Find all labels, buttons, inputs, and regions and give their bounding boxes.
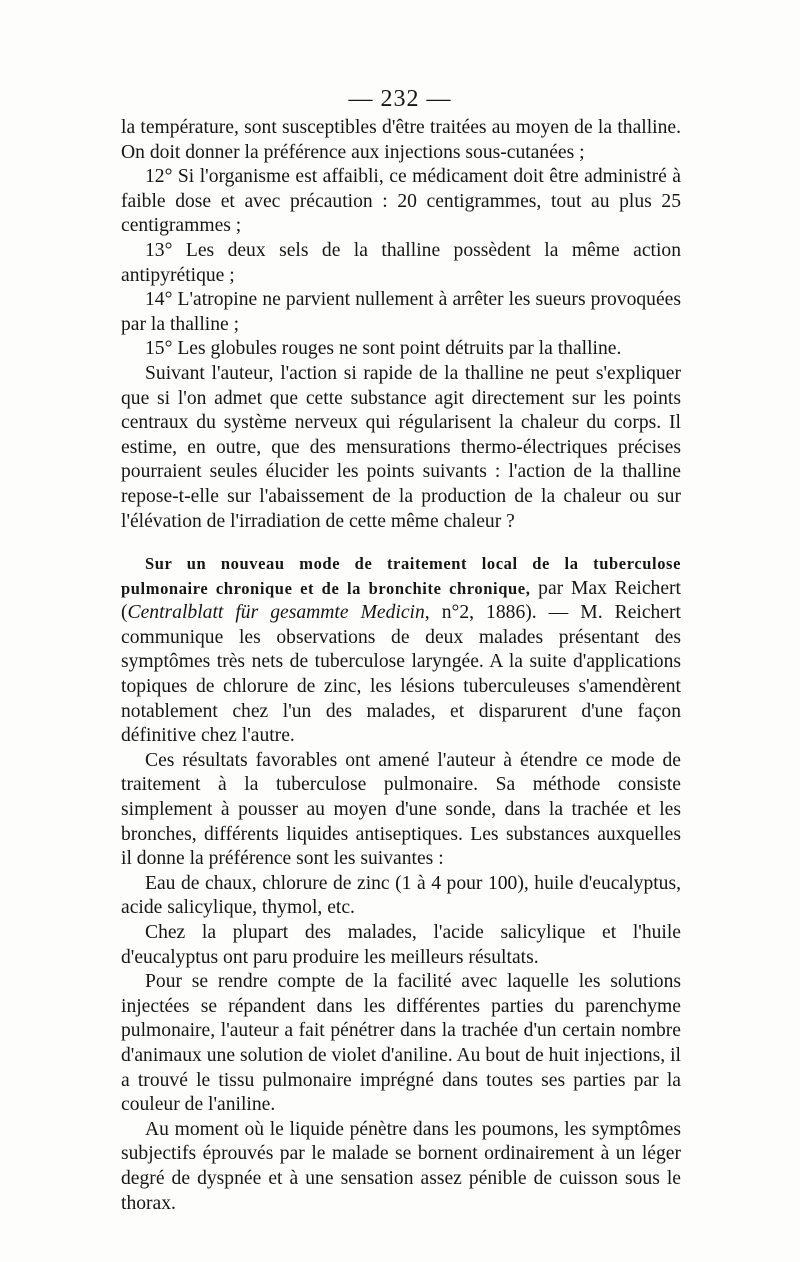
- article-title: Sur un nouveau mode de traitement local de la tuberculose pulmonaire chronique et de la bronchite chronique,: [121, 554, 681, 598]
- paragraph-item-15: 15° Les globules rouges ne sont point détruits par la thalline.: [145, 338, 622, 360]
- article-paragraph-results: Chez la plupart des malades, l'acide salicylique et l'huile d'eucalyptus ont paru produire les meilleurs résultats.: [121, 922, 681, 968]
- article-byline-suffix: , n°2, 1886).: [424, 602, 537, 624]
- section-spacer: [121, 534, 681, 552]
- article-paragraph-substances: Eau de chaux, chlorure de zinc (1 à 4 pour 100), huile d'eucalyptus, acide salicylique, thymol, etc.: [121, 872, 681, 919]
- article-byline-prefix: par Max Reichert (: [121, 577, 681, 624]
- article-paragraph-method: Ces résultats favorables ont amené l'auteur à étendre ce mode de traitement à la tuberculose pulmonaire. Sa méthode consiste simplement à pousser au moyen d'une sonde, dans la trachée et les bronches, différents liquides antiseptiques. Les substances auxquelles il donne la préférence sont les suivantes :: [121, 749, 681, 870]
- paragraph-author-opinion: Suivant l'auteur, l'action si rapide de la thalline ne peut s'expliquer que si l'on admet que cette substance agit directement sur les points centraux du système nerveux qui régularisent la chaleur du corps. Il estime, en outre, que des mensurations thermo-électriques précises pourraient seules élucider les points suivants : l'action de la thalline repose-t-elle sur l'abaissement de la production de la chaleur ou sur l'élévation de l'irradiation de cette même chaleur ?: [121, 362, 681, 532]
- page-text-block: [121, 116, 681, 1216]
- paragraph-item-13: 13° Les deux sels de la thalline possèdent la même action antipyrétique ;: [121, 239, 681, 286]
- article-paragraph-experiment: Pour se rendre compte de la facilité avec laquelle les solutions injectées se répandent dans les différentes parties du parenchyme pulmonaire, l'auteur a fait pénétrer dans la trachée d'un certain nombre d'animaux une solution de violet d'aniline. Au bout de huit injections, il a trouvé le tissu pulmonaire imprégné dans toutes ses parties par la couleur de l'aniline.: [121, 971, 681, 1116]
- paragraph-item-12: 12° Si l'organisme est affaibli, ce médicament doit être administré à faible dose et avec précaution : 20 centigrammes, tout au plus 25 centigrammes ;: [121, 166, 681, 237]
- article-lead-text: — M. Reichert communique les observations de deux malades présentant des symptômes très nets de tuberculose laryngée. A la suite d'applications topiques de chlorure de zinc, les lésions tuberculeuses s'amendèrent notablement chez l'un des malades, et disparurent d'une façon définitive chez l'autre.: [121, 602, 681, 747]
- article-paragraph-symptoms: Au moment où le liquide pénètre dans les poumons, les symptômes subjectifs éprouvés par le malade se bornent ordinairement à un léger degré de dyspnée et à une sensation assez pénible de cuisson sous le thorax.: [121, 1118, 681, 1214]
- paragraph-item-14: 14° L'atropine ne parvient nullement à arrêter les sueurs provoquées par la thalline ;: [121, 289, 681, 335]
- paragraph-continuation: la température, sont susceptibles d'être traitées au moyen de la thalline. On doit donner la préférence aux injections sous-cutanées ;: [121, 117, 681, 163]
- journal-title: Centralblatt für gesammte Medicin: [127, 602, 425, 624]
- page-number: — 232 —: [348, 86, 452, 112]
- article-heading-paragraph: [121, 552, 681, 749]
